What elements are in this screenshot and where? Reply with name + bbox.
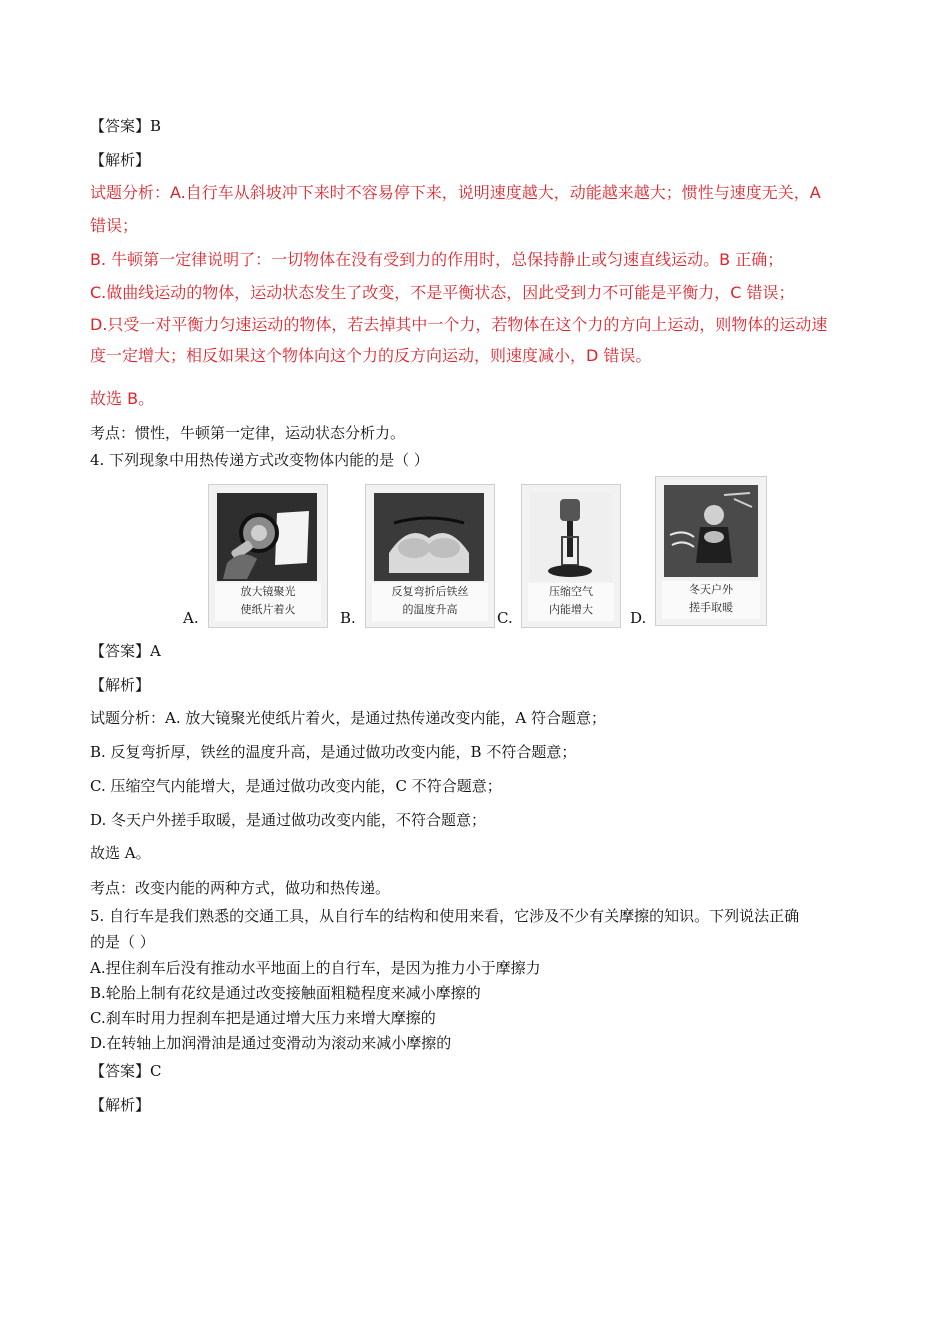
q5-answer: 【答案】C [90,1062,162,1080]
q4-kaodian: 考点：改变内能的两种方式，做功和热传递。 [90,879,391,897]
q3-analysis-line: 度一定增大；相反如果这个物体向这个力的反方向运动，则速度减小，D 错误。 [90,346,652,365]
q4-analysis-line: 试题分析：A. 放大镜聚光使纸片着火，是通过热传递改变内能，A 符合题意； [90,709,606,727]
q4-option-d-caption: 冬天户外 搓手取暖 [662,581,760,619]
rubbing-hands-icon [664,485,758,577]
q4-option-a-picture [208,484,328,628]
q3-conclusion: 故选 B。 [90,389,155,408]
q4-conclusion: 故选 A。 [90,844,151,862]
air-pump-icon [530,493,612,581]
q3-analysis-line: 试题分析：A.自行车从斜坡冲下来时不容易停下来，说明速度越大，动能越来越大；惯性与速度无关，A [90,183,821,202]
q4-option-d [630,470,770,628]
q3-analysis-line: 错误； [90,216,139,235]
option-label: C. [497,609,513,627]
q4-option-b-picture [365,484,495,628]
q4-option-b [340,478,500,628]
q5-stem: 的是（ ） [90,933,155,951]
bending-wire-icon [374,493,484,581]
q3-analysis-line: D.只受一对平衡力匀速运动的物体，若去掉其中一个力，若物体在这个力的方向上运动，则物体的运动速 [90,315,828,334]
q4-option-d-picture [655,476,767,626]
q5-option-b: B.轮胎上制有花纹是通过改变接触面粗糙程度来减小摩擦的 [90,984,481,1002]
q4-analysis-heading: 【解析】 [90,676,151,694]
q4-option-b-caption: 反复弯折后铁丝 的温度升高 [372,583,488,621]
q4-option-c [497,478,627,628]
q4-analysis-line: D. 冬天户外搓手取暖，是通过做功改变内能，不符合题意； [90,811,487,829]
q3-answer: 【答案】B [90,117,162,135]
q5-option-a: A.捏住刹车后没有推动水平地面上的自行车，是因为推力小于摩擦力 [90,959,541,977]
magnifier-fire-icon [217,493,317,581]
q3-analysis-line: B. 牛顿第一定律说明了：一切物体在没有受到力的作用时，总保持静止或匀速直线运动。B 正确； [90,250,784,269]
q5-stem: 5. 自行车是我们熟悉的交通工具，从自行车的结构和使用来看，它涉及不少有关摩擦的知识。下列说法正确 [90,907,800,925]
q4-analysis-line: B. 反复弯折厚，铁丝的温度升高，是通过做功改变内能，B 不符合题意； [90,743,577,761]
q4-option-c-picture [521,484,621,628]
q4-option-c-caption: 压缩空气 内能增大 [528,583,614,621]
q5-option-d: D.在转轴上加润滑油是通过变滑动为滚动来减小摩擦的 [90,1034,452,1052]
q3-kaodian: 考点：惯性，牛顿第一定律，运动状态分析力。 [90,424,406,442]
q5-analysis-heading: 【解析】 [90,1096,151,1114]
option-label: A. [183,609,199,627]
q3-analysis-line: C.做曲线运动的物体，运动状态发生了改变，不是平衡状态，因此受到力不可能是平衡力，C 错误； [90,283,795,302]
q3-analysis-heading: 【解析】 [90,151,151,169]
option-label: D. [630,609,647,627]
q5-option-c: C.刹车时用力捏刹车把是通过增大压力来增大摩擦的 [90,1009,436,1027]
q4-analysis-line: C. 压缩空气内能增大，是通过做功改变内能，C 不符合题意； [90,777,502,795]
q4-answer: 【答案】A [90,642,161,660]
option-label: B. [340,609,356,627]
q4-stem: 4. 下列现象中用热传递方式改变物体内能的是（ ） [90,451,429,469]
q4-option-a [183,478,333,628]
q4-option-a-caption: 放大镜聚光 使纸片着火 [215,583,321,621]
